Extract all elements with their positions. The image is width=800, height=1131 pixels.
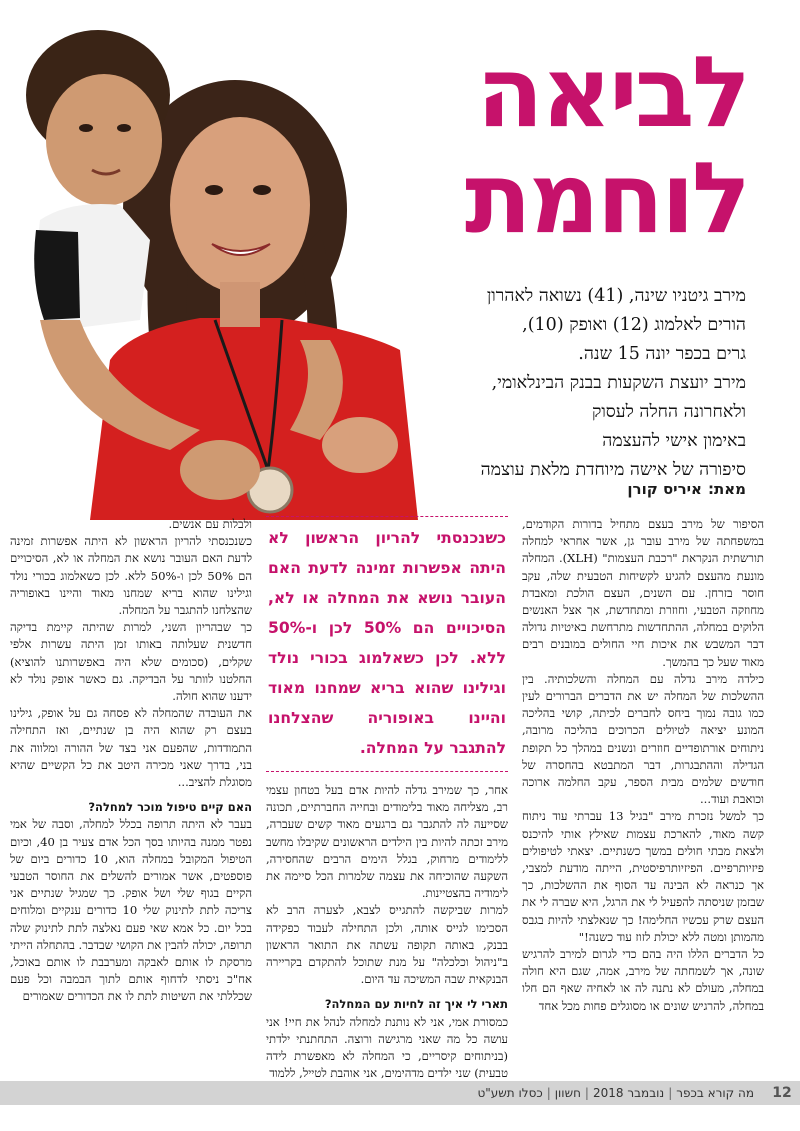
publication-name: מה קורא בכפר bbox=[676, 1086, 754, 1100]
intro-line: ולאחרונה החלה לעסוק bbox=[591, 402, 746, 422]
intro-line: גרים בכפר יונה 15 שנה. bbox=[578, 344, 746, 364]
paragraph: כמסורת אמי, אני לא נותנת למחלה לנהל את חיי! אני עושה כל מה שאני מרגישה ורוצה. התחתנתי ילדתי (בניתוחים קיסריים, כי המחלה לא מאפשרת לידה טבעית) שני ילדים מדהימים, אני אוהבת לטייל, ללמוד bbox=[266, 1014, 508, 1081]
hero-photo bbox=[0, 0, 430, 520]
footer-publication-info: מה קורא בכפר|נובמבר 2018|חשוון|כסלו תשע"ט bbox=[477, 1086, 754, 1100]
paragraph: כילדה מירב גדלה עם המחלה והשלכותיה. בין ההשלכות של המחלה יש את הדברים הברורים לעין כמו גובה נמוך ביחס לחברים לכיתה, קושי בהליכה המונע יציאה לטיולים הכרוכים בהליכה מרובה, ניתוחים אורתופדיים חוזרים ונשנים במהלך כל תקופת הגדילה וההתבגרות, דבר המתבטא בהחסרה של חודשים שלמים מבית הספר, עקב החלמה ארוכה וכואבת ועוד... bbox=[522, 671, 764, 807]
page-footer bbox=[0, 1081, 800, 1105]
intro-line: הורים לאלמוג (12) ואופק (10), bbox=[522, 315, 746, 335]
hebrew-month: חשוון bbox=[554, 1086, 581, 1100]
paragraph: הסיפור של מירב בעצם מתחיל בדורות הקודמים, במשפחתה של מירב עובר גן, אשר אחראי למחלה תורשתית הנקראת "רכבת העצמות" (XLH). המחלה מונעת מהעצם להגיע לקשיחות הטבעית שלה, עקב חוסר בזרחן. עם השנים, העצם הולכת ומאבדת מחוזקה הטבעי, וחוזרת ומתחדשת, אך אצל האנשים הלוקים במחלה, ההתחדשות מתרחשת באיטיות גדולה דבר המשבש את איכות חיי החולים במובנים רבים מאוד שעל כך בהמשך. bbox=[522, 517, 764, 669]
page-number: 12 bbox=[764, 1081, 800, 1105]
intro-line: מירב יועצת השקעות בבנק הבינלאומי, bbox=[491, 373, 746, 393]
headline-line-1: לביאה bbox=[476, 36, 748, 150]
paragraph: את העובדה שהמחלה לא פסחה גם על אופק, גילינו בעצם רק שהוא היה בן שנתיים, ואז התחילה התמודדות, שהפעם אני בצד של ההורה ומלווה את בני, בדרך שאני מכירה היטב את כל הקשיים שהיא מסוגלת להציב... bbox=[10, 706, 252, 790]
column-middle bbox=[266, 516, 508, 1088]
pull-quote: כשנכנסתי להריון הראשון לא היתה אפשרות זמינה לדעת האם העובר נושא את המחלה או לא, הסיכויים הם 50% לכן ו-50% ללא. לכן כשאלמוג בכורי נולד וגילינו שהוא בריא שמחנו מאוד והיינו באופוריה שהצלחנו להתגבר על המחלה. bbox=[266, 516, 508, 772]
subheading: האם קיים טיפול מוכר למחלה? bbox=[88, 800, 252, 815]
headline bbox=[388, 36, 748, 256]
paragraph: כך שבהריון השני, למרות שהיתה קיימת בדיקה חדשנית שעלותה באותו זמן היתה עשרות אלפי שקלים, (סכומים שלא היה באפשרותנו להוציא) החלטנו לוותר על הבדיקה. גם כאשר אופק נולד לא ידענו שהוא חולה. bbox=[10, 620, 252, 704]
headline-line-2: לוחמת bbox=[464, 142, 748, 256]
subheading: תארי לי איך זה לחיות עם המחלה? bbox=[324, 997, 508, 1012]
intro-line: באימון אישי להעצמה bbox=[602, 431, 746, 451]
paragraph: אחר, כך שמירב גדלה להיות אדם בעל בטחון עצמי רב, מצליחה מאוד בלימודים ובחייה החברתיים, תכונה שסייעה לה להתגבר גם ברגעים מאוד קשים שעברה, מירב זכתה להיות בין הילדים הראשונים שקיבלו מחשב ללימודים מרחוק, בגלל הימים הרבים שהחסירה, השקעה שהוכיחה את עצמה שלמרות הכל סיימה את לימודיה בהצטיינות. bbox=[266, 783, 508, 901]
column-left bbox=[10, 516, 252, 1088]
paragraph: למרות שביקשה להתגייס לצבא, לצערה הרב לא הסכימו לגייס אותה, ולכן התחילה לעבוד כפקידה בבנק, באותה תקופה עשתה את התואר הראשון ב"ניהול וכלכלה" על מנת שתוכל להתקדם בקריירה הבנקאית שבה המשיכה עד היום. bbox=[266, 903, 508, 987]
intro-line: מירב גיטניו שינה, (41) נשואה לאהרון bbox=[486, 286, 746, 306]
byline-author: איריס קורן bbox=[627, 480, 702, 498]
column-right bbox=[522, 516, 764, 1088]
paragraph: כל הדברים הללו היה בהם כדי לגרום למירב להרגיש שונה, אך לשמחתה של מירב, אמה, שגם היא חולה במחלה, מעולם לא נתנה לה או לאחיה שאף הם חלו במחלה, להרגיש שונים או מסוגלים פחות מכל אחד bbox=[522, 947, 764, 1013]
paragraph: כך למשל נזכרת מירב "בגיל 13 עברתי עוד ניתוח קשה מאוד, להארכת עצמות שאילץ אותי להיכנס ולצאת מבתי חולים במשך כשנתיים. יצאתי לטיפולים פיזיותרפיים. הפיזיותרפיסטית, הייתה מודעת למצבי, אך כנראה לא הבינה עד הסוף את ההשלכות, כך שבזמן שניסתה להפעיל לי את הרגל, היא שברה לי את העצם שרק עכשיו החלימה! כך שנאלצתי להיות בגבס מהמותן ומטה ללא יכולת לזוז עוד כשנה!" bbox=[522, 809, 764, 944]
byline bbox=[406, 480, 746, 498]
mother-and-son-illustration bbox=[0, 0, 430, 520]
paragraph: בעבר לא היתה תרופה בכלל למחלה, וסבה של אמי נפטר ממנה בהיותו בסך הכל אדם צעיר בן 40, וכיום הטיפול המקובל במחלה הוא, 10 כדורים ביום של פוספטים, אשר אמורים להשלים את החוסר הטבעי הקיים בגוף שלי ושל אופק. כך שמגיל שנתיים אני צריכה לתת לתינוק שלי 10 כדורים ענקיים ומלוחים בכל יום. כל אמא שאי פעם נאלצה לתת לתינוק שלה תרופה, יכולה להבין את הקושי שבדבר. בהתחלה הייתי מרסקת לו אותם לאבקה ומערבבת לו אותם באוכל, אח"כ ניסתי לדחוף אותם לתוך הבמבה וכל פעם שכללתי את השיטות לתת לו את הכדורים שאמורים bbox=[10, 817, 252, 1004]
byline-label: מאת: bbox=[707, 480, 746, 498]
hebrew-month-2: כסלו תשע"ט bbox=[477, 1086, 543, 1100]
intro-line: סיפורה של אישה מיוחדת מלאת עוצמה bbox=[480, 460, 746, 480]
article-columns bbox=[8, 516, 764, 1088]
paragraph: ולבלות עם אנשים. bbox=[168, 517, 252, 531]
issue-month: נובמבר 2018 bbox=[592, 1086, 665, 1100]
paragraph: כשנכנסתי להריון הראשון לא היתה אפשרות זמינה לדעת האם העובר נושא את המחלה או לא, הסיכויים הם 50% לכן ו-50% ללא. לכן כשאלמוג בכורי נולד וגילינו שהוא בריא שמחנו מאוד והיינו באופוריה שהצלחנו להתגבר על המחלה. bbox=[10, 534, 252, 618]
intro-text bbox=[406, 282, 746, 485]
